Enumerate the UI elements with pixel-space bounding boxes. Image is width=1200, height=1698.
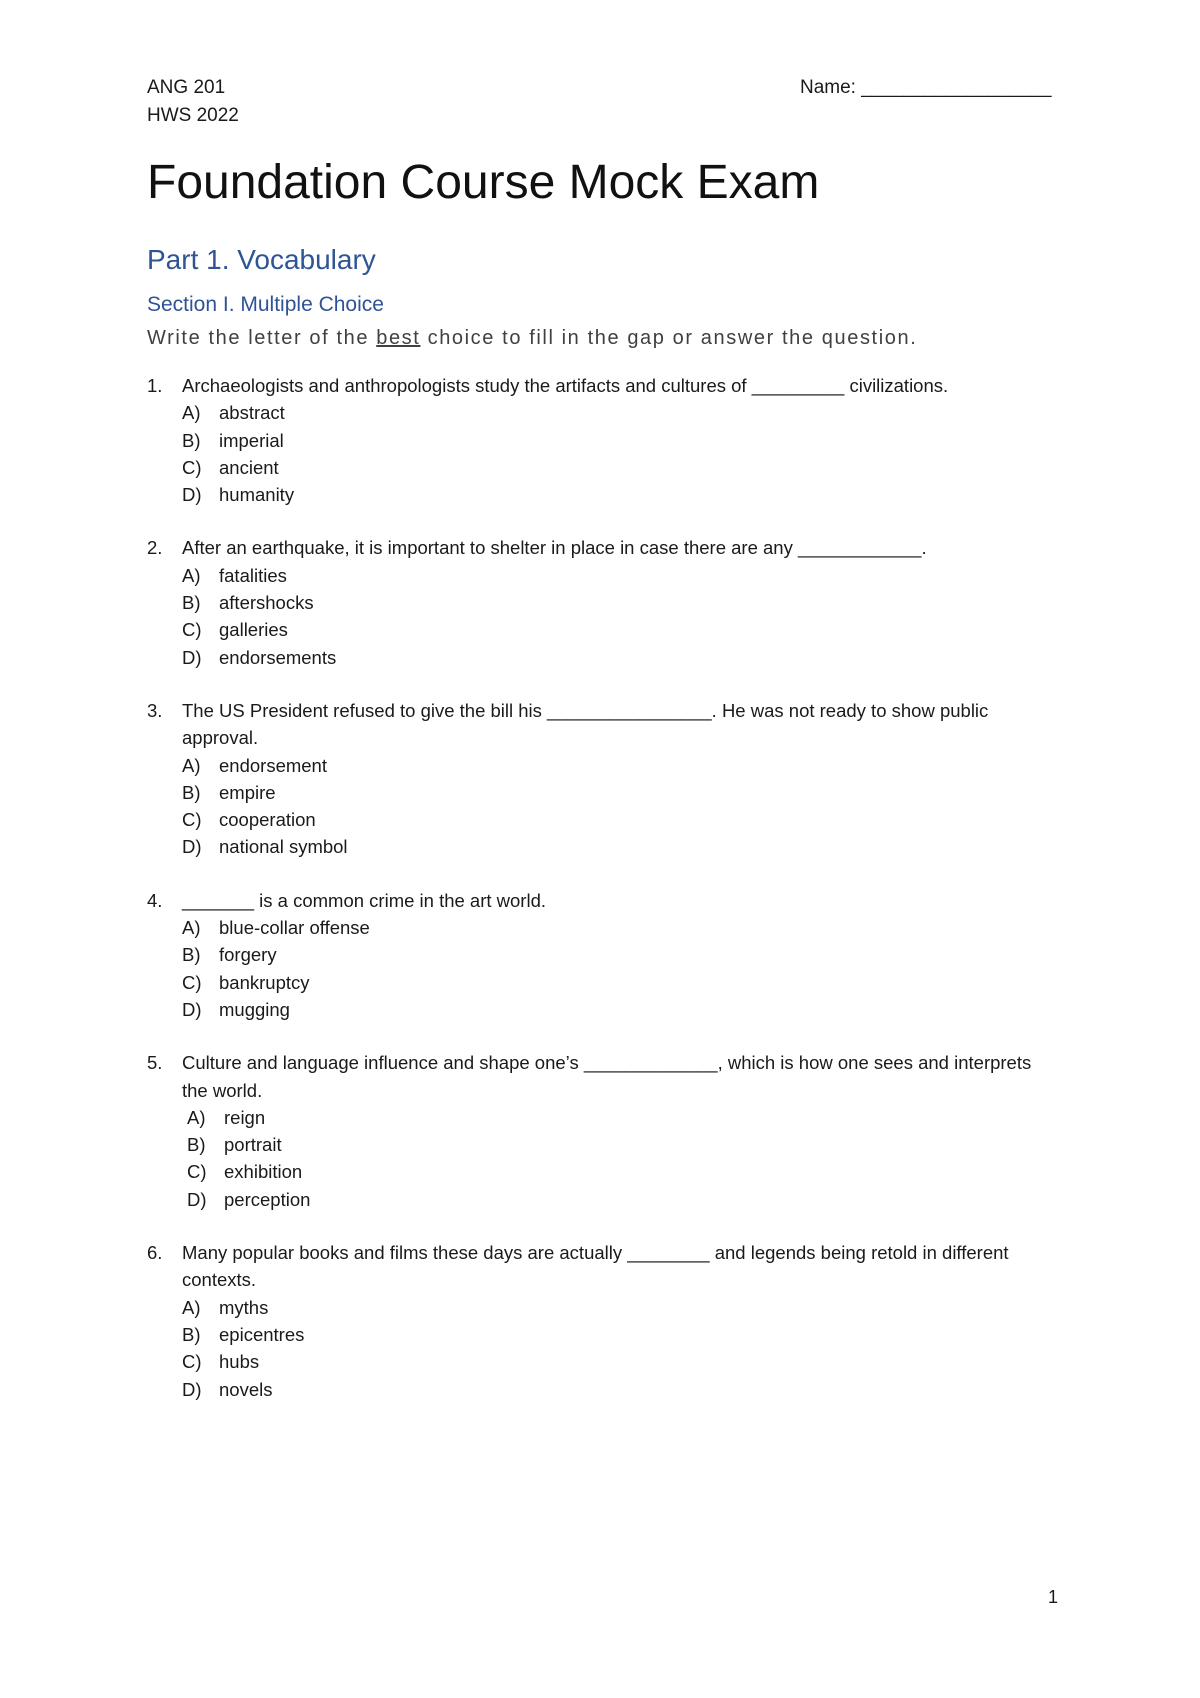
option-text: fatalities [219, 564, 287, 586]
option-text: endorsements [219, 646, 337, 668]
option-text: epicentres [219, 1323, 305, 1345]
option-text: imperial [219, 429, 284, 451]
option-a [182, 1104, 1047, 1131]
option-d [182, 481, 1047, 508]
question-4 [147, 887, 1047, 1023]
option-b [182, 427, 1047, 454]
option-d [182, 644, 1047, 671]
question-6 [147, 1239, 1047, 1403]
option-letter: D) [182, 998, 202, 1020]
question-text: The US President refused to give the bill his ________________. He was not ready to show public approval. [182, 699, 989, 749]
option-letter: C) [187, 1161, 207, 1183]
option-text: myths [219, 1296, 269, 1318]
option-d [182, 1186, 1047, 1213]
question-2 [147, 534, 1047, 670]
option-a [182, 399, 1047, 426]
question-number: 3. [147, 699, 163, 721]
option-letter: A) [182, 754, 201, 776]
option-text: exhibition [224, 1161, 303, 1183]
option-text: hubs [219, 1351, 260, 1373]
question-number: 1. [147, 375, 163, 396]
page-number: 1 [1048, 1587, 1059, 1607]
question-5 [147, 1049, 1047, 1213]
option-b [182, 1131, 1047, 1158]
part-heading: Part 1. Vocabulary [147, 244, 376, 275]
option-letter: C) [182, 1351, 202, 1373]
question-text: After an earthquake, it is important to shelter in place in case there are any ____________. [182, 537, 927, 559]
option-list [182, 1294, 1047, 1403]
option-c [182, 1158, 1047, 1185]
option-letter: C) [182, 619, 202, 641]
option-c [182, 806, 1047, 833]
option-text: mugging [219, 998, 290, 1020]
option-letter: D) [187, 1188, 207, 1210]
option-text: ancient [219, 456, 279, 478]
option-letter: D) [182, 836, 202, 858]
option-text: endorsement [219, 754, 327, 776]
question-text: Archaeologists and anthropologists study the artifacts and cultures of _________ civilizations. [182, 375, 949, 396]
option-c [182, 1348, 1047, 1375]
question-3 [147, 697, 1047, 861]
option-text: reign [224, 1106, 266, 1128]
option-b [182, 779, 1047, 806]
option-text: novels [219, 1378, 273, 1400]
question-number: 5. [147, 1052, 163, 1074]
option-a [182, 752, 1047, 779]
question-text: Culture and language influence and shape one’s _____________, which is how one sees and interprets the world. [182, 1052, 1032, 1101]
question-number: 4. [147, 889, 163, 911]
option-text: perception [224, 1188, 311, 1210]
course-code: ANG 201 [147, 77, 226, 98]
instructions-after: choice to fill in the gap or answer the question. [420, 327, 918, 349]
option-letter: C) [182, 971, 202, 993]
option-letter: B) [182, 944, 201, 966]
option-letter: C) [182, 809, 202, 831]
option-b [182, 1321, 1047, 1348]
option-text: forgery [219, 944, 277, 966]
page-title: Foundation Course Mock Exam [147, 156, 820, 209]
course-header [147, 74, 239, 130]
question-list [147, 372, 1047, 1429]
section-heading: Section I. Multiple Choice [147, 293, 384, 316]
question-text: _______ is a common crime in the art world. [182, 889, 547, 911]
instructions-emphasis: best [376, 327, 421, 349]
option-a [182, 914, 1047, 941]
option-letter: B) [187, 1134, 206, 1156]
option-letter: A) [182, 564, 201, 586]
option-list [182, 752, 1047, 861]
question-number: 6. [147, 1242, 163, 1264]
option-letter: A) [182, 917, 201, 939]
option-text: cooperation [219, 809, 316, 831]
option-b [182, 941, 1047, 968]
option-text: abstract [219, 402, 285, 424]
option-text: national symbol [219, 836, 348, 858]
option-letter: D) [182, 1378, 202, 1400]
option-letter: B) [182, 429, 201, 451]
option-letter: A) [187, 1106, 206, 1128]
option-list [182, 562, 1047, 671]
option-letter: C) [182, 456, 202, 478]
option-list [182, 914, 1047, 1023]
option-d [182, 1376, 1047, 1403]
option-a [182, 562, 1047, 589]
option-letter: B) [182, 781, 201, 803]
option-b [182, 589, 1047, 616]
option-text: galleries [219, 619, 288, 641]
option-letter: D) [182, 646, 202, 668]
option-letter: A) [182, 402, 201, 424]
option-letter: B) [182, 1323, 201, 1345]
option-text: empire [219, 781, 276, 803]
instructions-before: Write the letter of the [147, 327, 377, 349]
option-text: portrait [224, 1134, 282, 1156]
name-field: Name: __________________ [800, 77, 1052, 98]
option-list [182, 399, 1047, 508]
option-text: aftershocks [219, 592, 314, 614]
option-c [182, 616, 1047, 643]
option-list [182, 1104, 1047, 1213]
term: HWS 2022 [147, 105, 239, 126]
option-text: humanity [219, 484, 295, 506]
option-c [182, 454, 1047, 481]
option-d [182, 996, 1047, 1023]
option-d [182, 833, 1047, 860]
option-text: bankruptcy [219, 971, 310, 993]
option-a [182, 1294, 1047, 1321]
option-letter: D) [182, 484, 202, 506]
question-number: 2. [147, 537, 163, 559]
question-1 [147, 372, 1047, 508]
instructions [147, 324, 917, 352]
option-c [182, 969, 1047, 996]
option-letter: B) [182, 592, 201, 614]
option-letter: A) [182, 1296, 201, 1318]
question-text: Many popular books and films these days are actually ________ and legends being retold in different contexts. [182, 1242, 1009, 1291]
option-text: blue-collar offense [219, 917, 370, 939]
